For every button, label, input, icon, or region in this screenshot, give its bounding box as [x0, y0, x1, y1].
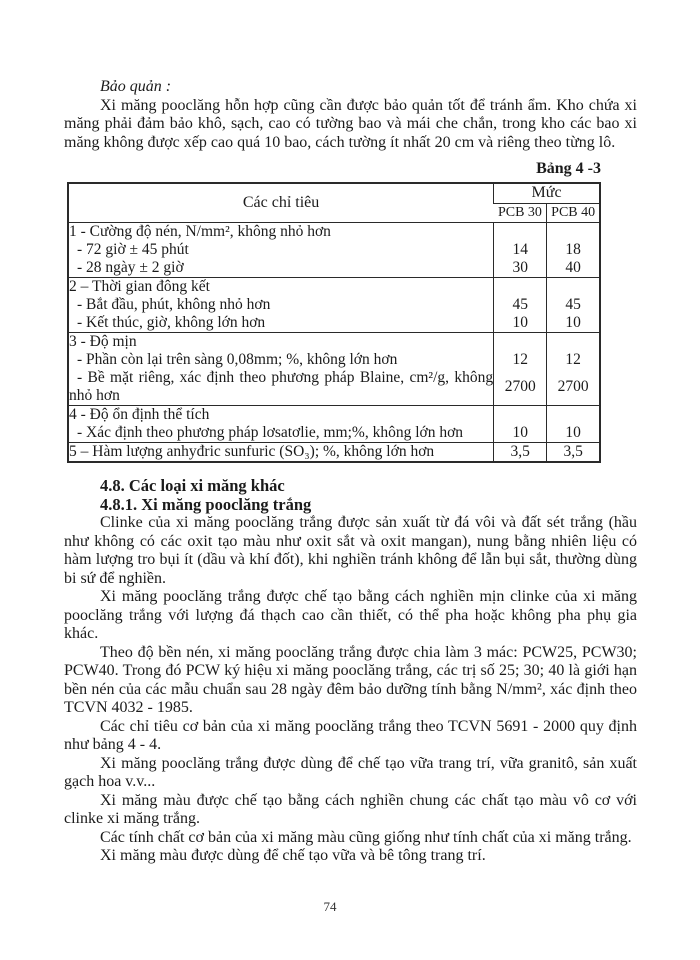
table-row: [68, 278, 600, 297]
pcb30-value-cell: 3,5: [494, 443, 547, 463]
pcb40-value-cell: [547, 223, 600, 242]
pcb40-value-cell: [547, 278, 600, 297]
table-row: [68, 406, 600, 425]
paragraph: Xi măng pooclăng trắng được chế tạo bằng cách nghiền mịn clinke của xi măng pooclăng trắng với lượng đá thạch cao cần thiết, có thể pha hoặc không pha phụ gia khác.: [64, 588, 637, 642]
pcb40-value-cell: 18: [547, 241, 600, 259]
criteria-cell: - 72 giờ ± 45 phút: [77, 241, 189, 258]
table-row: [68, 333, 600, 352]
criteria-cell: - Phần còn lại trên sàng 0,08mm; %, không lớn hơn: [77, 351, 398, 368]
spec-table-header: [68, 183, 600, 223]
criteria-cell: - 28 ngày ± 2 giờ: [77, 259, 184, 276]
pcb30-value-cell: 30: [494, 259, 547, 278]
page-number: 74: [323, 899, 337, 914]
table-row: [68, 351, 600, 369]
criteria-cell: 2 – Thời gian đông kết: [68, 278, 494, 297]
table-row: [68, 443, 600, 463]
section-heading-4-8: 4.8. Các loại xi măng khác: [100, 476, 285, 495]
criteria-cell: - Kết thúc, giờ, không lớn hơn: [77, 314, 266, 331]
table-row: [68, 424, 600, 443]
pcb30-value-cell: 2700: [494, 369, 547, 406]
pcb30-value-cell: 45: [494, 296, 547, 314]
pcb40-value-cell: 2700: [547, 369, 600, 406]
paragraph: Các tính chất cơ bản của xi măng màu cũng giống như tính chất của xi măng trắng.: [100, 828, 632, 846]
criteria-cell: 3 - Độ mịn: [68, 333, 494, 352]
table-row: [68, 296, 600, 314]
table-row: [68, 259, 600, 278]
table-row: [68, 241, 600, 259]
spec-table-body: [68, 223, 600, 463]
table-caption: Bảng 4 -3: [536, 160, 601, 177]
criteria-cell: - Bắt đầu, phút, không nhỏ hơn: [77, 296, 271, 313]
pcb40-value-cell: 45: [547, 296, 600, 314]
storage-label: Bảo quản :: [100, 78, 172, 95]
criteria-cell: - Bề mặt riêng, xác định theo phương pháp Blaine, cm²/g, không nhỏ hơn: [69, 369, 494, 404]
pcb30-value-cell: [494, 223, 547, 242]
criteria-cell: - Xác định theo phương pháp lơsatơlie, mm;%, không lớn hơn: [77, 424, 464, 441]
pcb30-value-cell: 12: [494, 351, 547, 369]
pcb40-value-cell: 3,5: [547, 443, 600, 463]
pcb30-value-cell: 14: [494, 241, 547, 259]
pcb30-value-cell: [494, 333, 547, 352]
pcb40-value-cell: 10: [547, 314, 600, 333]
paragraph: Clinke của xi măng pooclăng trắng được sản xuất từ đá vôi và đất sét trắng (hầu như không có các oxit tạo màu như oxit sắt và oxit mangan), nung bằng nhiên liệu có hàm lượng tro bụi ít (dầu và khí đốt), khi nghiền tránh không để lẫn bụi sắt, thường dùng bi sứ để nghiền.: [64, 514, 637, 587]
pcb30-value-cell: 10: [494, 424, 547, 443]
paragraph: Xi măng pooclăng trắng được dùng để chế tạo vữa trang trí, vữa granitô, sản xuất gạch hoa v.v...: [64, 754, 637, 790]
header-pcb40: PCB 40: [547, 204, 600, 223]
table-row: [68, 223, 600, 242]
section-heading-4-8-1: 4.8.1. Xi măng pooclăng trắng: [100, 494, 312, 514]
criteria-cell: 1 - Cường độ nén, N/mm², không nhỏ hơn: [68, 223, 494, 242]
header-pcb30: PCB 30: [494, 204, 547, 223]
paragraph: Theo độ bền nén, xi măng pooclăng trắng được chia làm 3 mác: PCW25, PCW30; PCW40. Trong đó PCW ký hiệu xi măng pooclăng trắng, các trị số 25; 30; 40 là giới hạn bền nén của các mẫu chuẩn sau 28 ngày đêm bảo dưỡng tính bằng N/mm², xác định theo TCVN 4032 - 1985.: [64, 643, 637, 716]
pcb40-value-cell: [547, 333, 600, 352]
pcb40-value-cell: 12: [547, 351, 600, 369]
criteria-cell: 4 - Độ ổn định thể tích: [68, 406, 494, 425]
pcb30-value-cell: [494, 278, 547, 297]
pcb30-value-cell: [494, 406, 547, 425]
paragraphs: [64, 514, 637, 866]
table-row: [68, 369, 600, 406]
header-criteria: Các chỉ tiêu: [242, 193, 320, 211]
paragraph: Xi măng màu được chế tạo bằng cách nghiền chung các chất tạo màu vô cơ với clinke xi măng trắng.: [64, 791, 637, 827]
pcb40-value-cell: 40: [547, 259, 600, 278]
paragraph: Xi măng màu được dùng để chế tạo vữa và bê tông trang trí.: [100, 847, 486, 864]
intro-paragraph: Xi măng pooclăng hỗn hợp cũng cần được bảo quản tốt để tránh ẩm. Kho chứa xi măng phải đảm bảo khô, sạch, cao có tường bao và mái che chắn, trong kho các bao xi măng không được xếp cao quá 10 bao, cách tường ít nhất 20 cm và riêng theo từng lô.: [64, 96, 637, 151]
paragraph: Các chỉ tiêu cơ bản của xi măng pooclăng trắng theo TCVN 5691 - 2000 quy định như bảng 4 - 4.: [64, 717, 637, 753]
header-level: Mức: [494, 183, 600, 204]
criteria-cell: 5 – Hàm lượng anhyđric sunfuric (SO₃); %, không lớn hơn: [68, 443, 494, 463]
pcb40-value-cell: 10: [547, 424, 600, 443]
pcb30-value-cell: 10: [494, 314, 547, 333]
pcb40-value-cell: [547, 406, 600, 425]
table-row: [68, 314, 600, 333]
spec-table: [67, 182, 601, 464]
